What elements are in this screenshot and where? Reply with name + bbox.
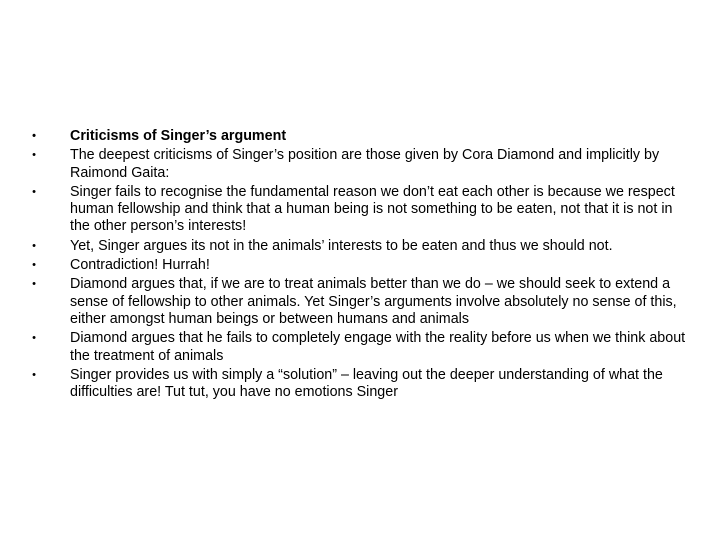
bullet-item-heading — [28, 128, 688, 145]
bullet-dot-icon: • — [32, 332, 36, 345]
bullet-text: Singer provides us with simply a “solution” – leaving out the deeper understanding of what the difficulties are! Tut tut, you have no emotions Singer — [70, 366, 663, 401]
bullet-text: Yet, Singer argues its not in the animals’ interests to be eaten and thus we should not. — [70, 237, 613, 254]
bullet-text: Diamond argues that, if we are to treat animals better than we do – we should seek to extend a sense of fellowship to other animals. Yet Singer’s arguments involve absolutely no sense of this, either amongst human beings or between humans and animals — [70, 276, 677, 327]
bullet-item — [28, 330, 688, 365]
bullet-list — [28, 128, 688, 403]
bullet-item — [28, 367, 688, 402]
bullet-text: Diamond argues that he fails to completely engage with the reality before us when we think about the treatment of animals — [70, 330, 686, 364]
bullet-item — [28, 147, 688, 182]
bullet-dot-icon: • — [32, 149, 36, 162]
bullet-dot-icon: • — [32, 259, 36, 272]
bullet-text: The deepest criticisms of Singer’s position are those given by Cora Diamond and implicitly by Raimond Gaita: — [70, 147, 660, 181]
bullet-item — [28, 184, 688, 236]
bullet-dot-icon: • — [32, 185, 36, 198]
bullet-item — [28, 276, 688, 328]
bullet-item — [28, 257, 688, 274]
bullet-dot-icon: • — [32, 368, 36, 381]
bullet-dot-icon: • — [32, 239, 36, 252]
bullet-dot-icon: • — [32, 130, 36, 142]
bullet-text: Criticisms of Singer’s argument — [70, 128, 287, 144]
bullet-text: Singer fails to recognise the fundamental reason we don’t eat each other is because we respect human fellowship and think that a human being is not something to be eaten, not that it is not in the other person’s interests! — [70, 183, 675, 235]
bullet-item — [28, 238, 688, 255]
bullet-dot-icon: • — [32, 278, 36, 291]
bullet-text: Contradiction! Hurrah! — [70, 257, 210, 274]
